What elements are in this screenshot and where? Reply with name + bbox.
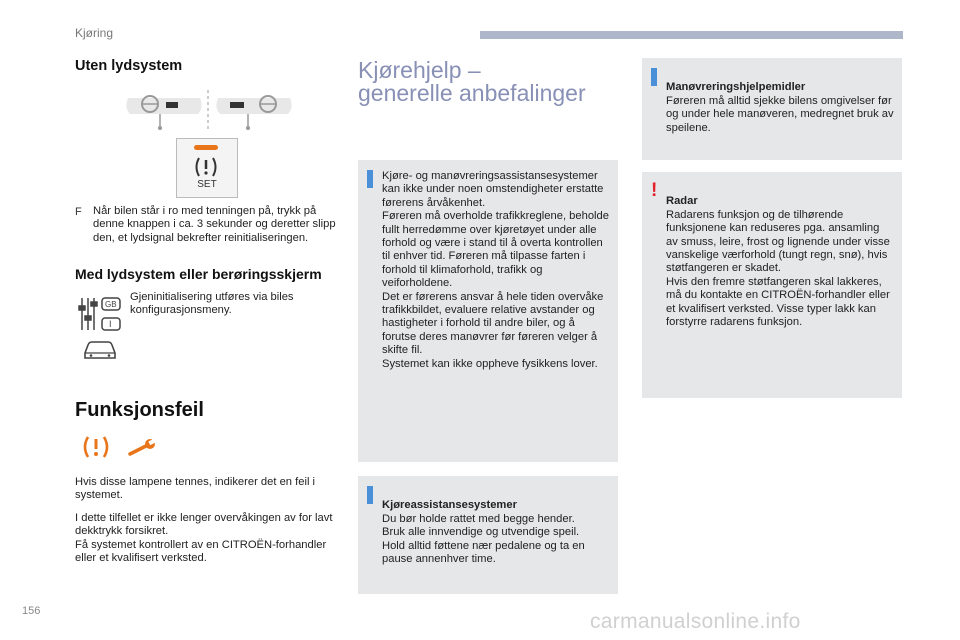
heading-uten-lydsystem: Uten lydsystem [75, 58, 183, 74]
set-button[interactable] [176, 138, 238, 198]
tire-warning-icon [82, 434, 110, 460]
settings-sliders-icon [78, 294, 124, 334]
title-line2: generelle anbefalinger [358, 80, 586, 106]
info-icon [651, 68, 657, 86]
car-icon [82, 338, 118, 362]
maneuvering-text: Føreren må alltid sjekke bilens omgivelser før og under hele manøveren, medregnet bruk av speilene. [666, 94, 894, 134]
title-line1: Kjørehjelp – [358, 57, 481, 83]
general-text: Kjøre- og manøvreringsassistansesystemer kan ikke under noen omstendigheter erstatte førerens årvåkenhet. Føreren må overholde trafikkreglene, beholde fullt herredømme over kjøretøyet under alle forhold og være i stand til å overta kontrollen til enhver tid. Føreren må tilpasse farten i forhold til klimaforhold, trafikk og veiforholdene. Det er førerens ansvar å hele tiden overvåke trafikkbildet, evaluere relative avstander og hastigheter i forhold til andre biler, og å forutse deres manøvrer før føreren velger å skifte fil. Systemet kan ikke oppheve fysikkens lover. [382, 170, 609, 370]
section-label: Kjøring [75, 26, 114, 40]
radar-text: Radarens funksjon og de tilhørende funksjonene kan reduseres pga. ansamling av smuss, leire, frost og lignende under visse vanskelige værforhold (tungt regn, snø), hvis støtfangeren er skadet. Hvis den fremre støtfangeren skal lakkeres, må du kontakte en CITROËN-forhandler eller et kvalifisert verksted. Visse typer lakk kan forstyrre radarens funksjon. [666, 208, 890, 329]
svg-text:I: I [109, 319, 112, 329]
assistance-text: Du bør holde rattet med begge hender. Bruk alle innvendige og utvendige speil. Hold alltid føttene nær pedalene og ta en pause annenhver time. [382, 512, 585, 566]
funksjonsfeil-para1: Hvis disse lampene tennes, indikerer det en feil i systemet. [75, 476, 316, 502]
dashboard-illustration [120, 88, 300, 134]
radar-title: Radar [666, 195, 698, 208]
funksjonsfeil-para2: I dette tilfellet er ikke lenger overvåkingen av for lavt dekktrykk forsikret. Få systemet kontrollert av en CITROËN-forhandler eller et kvalifisert verksted. [75, 512, 333, 565]
info-icon [367, 486, 373, 504]
heading-med-lydsystem: Med lydsystem eller berøringsskjerm [75, 266, 322, 282]
svg-text:GB: GB [105, 300, 117, 309]
section-title [358, 59, 586, 105]
warning-icon: ! [651, 180, 658, 201]
uten-instruction: Når bilen står i ro med tenningen på, trykk på denne knappen i ca. 3 sekunder og deretter slipp den, et lydsignal bekrefter reinitialiseringen. [93, 205, 336, 244]
header-bar [480, 31, 903, 39]
watermark: carmanualsonline.info [590, 610, 801, 633]
heading-funksjonsfeil: Funksjonsfeil [75, 399, 204, 421]
info-icon [367, 170, 373, 188]
note-box-assistance [358, 476, 618, 594]
maneuvering-title: Manøvreringshjelpemidler [666, 81, 806, 94]
wrench-icon [128, 438, 158, 458]
page-number: 156 [22, 605, 41, 617]
set-label: SET [197, 179, 217, 190]
tire-pressure-icon [192, 155, 220, 179]
assistance-title: Kjøreassistansesystemer [382, 499, 517, 512]
indicator-led [194, 145, 218, 150]
note-box-radar [642, 172, 902, 398]
bullet-marker: F [75, 206, 82, 218]
note-box-general [358, 160, 618, 462]
note-box-maneuvering [642, 58, 902, 160]
med-instruction: Gjeninitialisering utføres via biles konfigurasjonsmeny. [130, 291, 294, 317]
